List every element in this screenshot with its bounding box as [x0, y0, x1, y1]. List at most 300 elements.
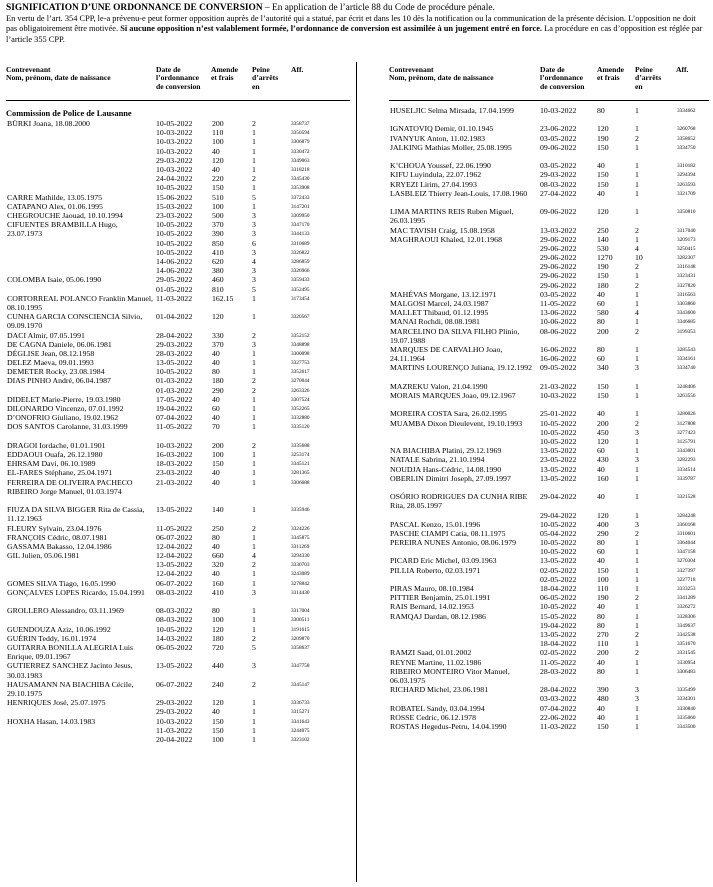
sanction-days: 1 [252, 413, 256, 423]
notice-title-suffix: – En application de l’article 88 du Code de procédure pénale. [262, 3, 495, 13]
sanction-row [6, 211, 350, 220]
sanction-amount: 330 [212, 330, 224, 340]
sanction-amount: 100 [212, 201, 224, 211]
offender-entry [6, 358, 350, 367]
offender-entry [6, 312, 350, 330]
sanction-days: 2 [635, 133, 639, 143]
sanction-days: 1 [635, 565, 639, 575]
sanction-row [389, 419, 709, 428]
offender-name: RICHARD Michel, 23.06.1981 [390, 685, 489, 695]
sanction-date: 03-05-2022 [540, 133, 577, 143]
sanction-row [389, 253, 709, 262]
sanction-row [6, 358, 350, 367]
sanction-row [6, 202, 350, 211]
sanction-case: 3330954 [677, 659, 696, 666]
sanction-days: 3 [252, 266, 256, 276]
sanction-days: 1 [635, 620, 639, 630]
sanction-amount: 250 [597, 225, 609, 235]
sanction-case: 3352617 [291, 369, 310, 376]
sanction-amount: 150 [212, 183, 224, 193]
sanction-days: 1 [252, 128, 256, 138]
offender-name: DE CAGNA Daniele, 06.06.1981 [7, 339, 112, 349]
offender-entry [6, 367, 350, 376]
sanction-row [389, 492, 709, 501]
sanction-days: 3 [635, 694, 639, 704]
sanction-amount: 60 [212, 404, 220, 414]
sanction-days: 1 [252, 725, 256, 735]
sanction-case: 3333253 [677, 586, 696, 593]
sanction-amount: 100 [212, 734, 224, 744]
sanction-row [6, 579, 350, 588]
sanction-days: 2 [252, 440, 256, 450]
sanction-days: 1 [252, 137, 256, 147]
sanction-case: 3334161 [677, 356, 696, 363]
offender-entry [389, 161, 709, 170]
sanction-date: 16-03-2022 [156, 449, 193, 459]
sanction-days: 1 [252, 698, 256, 708]
sanction-amount: 410 [212, 587, 224, 597]
sanction-amount: 1270 [597, 253, 613, 263]
sanction-date: 11-03-2022 [156, 293, 193, 303]
sanction-days: 2 [252, 523, 256, 533]
sanction-days: 2 [252, 174, 256, 184]
offender-entry [389, 235, 709, 290]
sanction-row [6, 459, 350, 468]
sanction-days: 1 [635, 179, 639, 189]
sanction-row [6, 137, 350, 146]
sanction-case: 3347158 [677, 549, 696, 556]
sanction-case: 3147201 [291, 203, 310, 210]
sanction-amount: 120 [212, 698, 224, 708]
offender-entry [6, 606, 350, 624]
sanction-date: 01-03-2022 [156, 385, 193, 395]
sanction-amount: 850 [212, 238, 224, 248]
sanction-row [389, 465, 709, 474]
sanction-case: 3347170 [291, 222, 310, 229]
left-column [6, 62, 350, 885]
offender-name: MUAMBA Dixon Dieulevent, 19.10.1993 [390, 418, 523, 428]
sanction-date: 10-05-2022 [540, 519, 577, 529]
sanction-amount: 220 [212, 174, 224, 184]
sanction-amount: 240 [212, 679, 224, 689]
sanction-days: 5 [252, 284, 256, 294]
sanction-days: 3 [635, 685, 639, 695]
offender-name: PITTIER Benjamin, 25.01.1991 [390, 593, 491, 603]
sanction-case: 3294394 [677, 172, 696, 179]
sanction-amount: 40 [597, 464, 605, 474]
offender-entry [389, 474, 709, 492]
sanction-days: 2 [635, 225, 639, 235]
sanction-amount: 250 [212, 523, 224, 533]
offender-name: NATALE Sabrina, 21.10.1994 [390, 455, 485, 465]
sanction-days: 1 [252, 541, 256, 551]
sanction-date: 10-05-2022 [540, 602, 577, 612]
sanction-case: 3263556 [677, 392, 696, 399]
sanction-date: 10-05-2022 [156, 183, 193, 193]
offender-name: MARQUES DE CARVALHO Joao, 24.11.1964 [390, 345, 503, 364]
sanction-date: 14-03-2022 [156, 633, 193, 643]
sanction-amount: 450 [597, 427, 609, 437]
offender-name: CIFUENTES BRAMBILLA Hugo, 23.07.1973 [7, 220, 118, 239]
offender-entry [389, 143, 709, 161]
sanction-case: 3127808 [677, 420, 696, 427]
sanction-amount: 340 [597, 363, 609, 373]
offender-entry [6, 349, 350, 358]
sanction-date: 02-05-2022 [540, 565, 577, 575]
sanction-amount: 40 [597, 657, 605, 667]
sanction-days: 2 [252, 633, 256, 643]
sanction-date: 13-05-2022 [540, 473, 577, 483]
sanction-row [389, 281, 709, 290]
sanction-case: 3285543 [677, 347, 696, 354]
offender-name: EHRSAM Davi, 06.10.1989 [7, 459, 96, 469]
sanction-days: 1 [635, 409, 639, 419]
sanction-date: 28-04-2022 [540, 685, 577, 695]
sanction-amount: 60 [597, 299, 605, 309]
sanction-row [6, 478, 350, 487]
sanction-case: 3352495 [291, 286, 310, 293]
sanction-row [6, 257, 350, 266]
offender-name: GUITARRA BONILLA ALEGRIA Luis Enrique, 09.01.1967 [7, 643, 134, 662]
sanction-date: 07-04-2022 [540, 703, 577, 713]
sanction-case: 3350594 [291, 130, 310, 137]
sanction-amount: 180 [597, 280, 609, 290]
sanction-row [389, 722, 709, 731]
sanction-case: 3227718 [677, 576, 696, 583]
offender-name: DACI Almir, 07.05.1991 [7, 330, 85, 340]
sanction-days: 2 [252, 560, 256, 570]
sanction-case: 3243089 [291, 571, 310, 578]
sanction-days: 5 [252, 192, 256, 202]
sanction-days: 1 [635, 574, 639, 584]
sanction-case: 3314430 [291, 589, 310, 596]
sanction-date: 13-06-2022 [540, 308, 577, 318]
sanction-amount: 100 [597, 574, 609, 584]
sanction-date: 06-07-2022 [156, 679, 193, 689]
sanction-amount: 200 [212, 119, 224, 128]
offender-entry [6, 441, 350, 450]
sanction-days: 2 [252, 385, 256, 395]
sanction-case: 3310689 [291, 240, 310, 247]
sanction-amount: 40 [597, 492, 605, 502]
sanction-date: 11-03-2022 [540, 721, 577, 731]
sanction-date: 15-03-2022 [156, 201, 193, 211]
sanction-amount: 80 [212, 367, 220, 377]
sanction-date: 13-05-2022 [540, 556, 577, 566]
offender-name: MAGHRAOUI Khaled, 12.01.1968 [390, 234, 502, 244]
sanction-row [6, 239, 350, 248]
sanction-row [6, 119, 350, 128]
sanction-row [389, 226, 709, 235]
sanction-row [389, 409, 709, 418]
offender-name: MOREIRA COSTA Sara, 26.02.1995 [390, 409, 507, 419]
sanction-date: 10-03-2022 [156, 440, 193, 450]
sanction-date: 10-06-2022 [540, 317, 577, 327]
sanction-days: 1 [635, 639, 639, 649]
table-header [389, 62, 709, 100]
offender-entry [389, 180, 709, 189]
sanction-case: 3323102 [291, 736, 310, 743]
sanction-amount: 380 [212, 266, 224, 276]
sanction-amount: 40 [597, 409, 605, 419]
sanction-days: 1 [252, 505, 256, 515]
sanction-row [389, 244, 709, 253]
offender-entry [389, 538, 709, 556]
sanction-row [389, 575, 709, 584]
offender-entry [6, 551, 350, 579]
sanction-row [6, 174, 350, 183]
offender-entry [389, 308, 709, 317]
sanction-case: 3270044 [291, 378, 310, 385]
offender-name: JALKING Mathias Moller, 25.08.1995 [390, 142, 512, 152]
offender-name: NOUDJA Hans-Cédric, 14.08.1990 [390, 464, 502, 474]
sanction-date: 10-05-2022 [156, 624, 193, 634]
sanction-days: 1 [252, 615, 256, 625]
sanction-amount: 150 [597, 381, 609, 391]
sanction-amount: 40 [212, 707, 220, 717]
sanction-days: 1 [635, 611, 639, 621]
sanction-row [6, 331, 350, 340]
sanction-date: 12-04-2022 [156, 541, 193, 551]
sanction-date: 03-05-2022 [540, 161, 577, 171]
column-header-date: Date de l’ordonnance de conversion [540, 65, 585, 91]
sanction-row [389, 547, 709, 556]
offender-name: OBERLIN Dimitri Joseph, 27.09.1997 [390, 473, 511, 483]
sanction-row [389, 658, 709, 667]
sanction-date: 05-04-2022 [540, 528, 577, 538]
offender-entry [6, 680, 350, 698]
offender-name: MARCELINO DA SILVA FILHO Plinio, 19.07.1988 [390, 326, 520, 345]
sanction-row [389, 556, 709, 565]
sanction-row [6, 661, 350, 670]
sanction-row [389, 538, 709, 547]
column-header-aff: Aff. [676, 65, 689, 74]
sanction-date: 21-03-2022 [156, 477, 193, 487]
sanction-amount: 150 [212, 725, 224, 735]
sanction-days: 2 [252, 679, 256, 689]
sanction-amount: 290 [212, 385, 224, 395]
sanction-date: 10-05-2022 [540, 547, 577, 557]
sanction-days: 1 [252, 578, 256, 588]
offender-entry [389, 584, 709, 593]
sanction-days: 1 [252, 183, 256, 193]
sanction-date: 23-05-2022 [540, 455, 577, 465]
sanction-date: 28-03-2022 [156, 348, 193, 358]
sanction-days: 1 [252, 201, 256, 211]
offender-entry [389, 722, 709, 731]
sanction-days: 1 [252, 358, 256, 368]
offender-name: RAIS Bernard, 14.02.1953 [390, 602, 474, 612]
sanction-days: 1 [635, 602, 639, 612]
offender-entry [389, 529, 709, 538]
sanction-amount: 40 [212, 146, 220, 156]
sanction-amount: 110 [597, 639, 609, 649]
offender-entry [389, 685, 709, 703]
sanction-case: 3335060 [677, 714, 696, 721]
offender-name: HENRIQUES José, 25.07.1975 [7, 698, 106, 708]
sanction-case: 3364044 [677, 540, 696, 547]
sanction-days: 2 [635, 262, 639, 272]
sanction-days: 1 [252, 155, 256, 165]
sanction-date: 10-03-2022 [540, 106, 577, 115]
sanction-days: 1 [635, 188, 639, 198]
sanction-row [389, 170, 709, 179]
sanction-date: 10-05-2022 [156, 247, 193, 257]
sanction-date: 13-05-2022 [540, 630, 577, 639]
sanction-days: 1 [252, 734, 256, 744]
sanction-case: 3263593 [677, 181, 696, 188]
sanction-case: 3345430 [291, 176, 310, 183]
offender-name: PASCHE CIAMPI Catia, 08.11.1975 [390, 528, 506, 538]
sanction-amount: 40 [597, 602, 605, 612]
sanction-case: 3316563 [677, 291, 696, 298]
sanction-days: 4 [252, 551, 256, 561]
sanction-date: 14-06-2022 [156, 266, 193, 276]
sanction-date: 11-05-2022 [156, 523, 193, 533]
sanction-date: 24-04-2022 [156, 174, 193, 184]
sanction-amount: 80 [597, 345, 605, 355]
sanction-date: 09-06-2022 [540, 142, 577, 152]
offender-entry [389, 382, 709, 391]
sanction-amount: 510 [212, 192, 224, 202]
sanction-days: 2 [252, 376, 256, 386]
sanction-row [6, 147, 350, 156]
sanction-row [6, 275, 350, 284]
sanction-amount: 80 [212, 606, 220, 616]
sanction-row [6, 349, 350, 358]
sanction-days: 1 [635, 547, 639, 557]
sanction-amount: 500 [212, 210, 224, 220]
sanction-date: 10-05-2022 [540, 436, 577, 446]
sanction-row [389, 612, 709, 621]
sanction-amount: 120 [212, 155, 224, 165]
sanction-case: 3343500 [677, 723, 696, 730]
offender-name: CARRE Mathilde, 13.05.1975 [7, 192, 103, 202]
sanction-days: 3 [635, 455, 639, 465]
sanction-amount: 120 [597, 436, 609, 446]
sanction-days: 4 [635, 308, 639, 318]
sanction-days: 3 [252, 229, 256, 239]
offender-entry [6, 220, 350, 275]
sanction-row [6, 606, 350, 615]
sanction-date: 13-03-2022 [540, 225, 577, 235]
offender-name: CHEGROUCHE Jaouad, 10.10.1994 [7, 210, 123, 220]
offender-entry [389, 667, 709, 685]
offender-entry [389, 317, 709, 326]
sanction-days: 1 [252, 293, 256, 303]
sanction-row [6, 376, 350, 385]
sanction-case: 3282307 [677, 255, 696, 262]
sanction-case: 3209173 [677, 236, 696, 243]
sanction-date: 10-03-2022 [540, 390, 577, 400]
offender-entry [6, 340, 350, 349]
sanction-amount: 320 [212, 560, 224, 570]
sanction-case: 3336733 [291, 700, 310, 707]
sanction-days: 5 [252, 643, 256, 653]
sanction-amount: 40 [212, 413, 220, 423]
offender-name: ROBATEL Sandy, 03.04.1994 [390, 703, 485, 713]
sanction-date: 16-06-2022 [540, 345, 577, 355]
offender-name: HAUSAMANN NA BIACHIBA Cécile, 29.10.1975 [7, 679, 134, 699]
sanction-days: 1 [635, 721, 639, 731]
sanction-case: 3330703 [291, 562, 310, 569]
sanction-days: 1 [635, 436, 639, 446]
sanction-row [389, 124, 709, 133]
offender-entry [6, 413, 350, 422]
sanction-row [389, 501, 709, 510]
sanction-amount: 120 [212, 624, 224, 634]
sanction-date: 29-05-2022 [156, 275, 193, 285]
sanction-date: 21-03-2022 [540, 381, 577, 391]
offender-entry [6, 478, 350, 506]
offender-name: LASBLEIZ Thierry Jean-Louis, 17.08.1960 [390, 188, 528, 198]
sanction-date: 09-06-2022 [540, 207, 577, 217]
sanction-date: 29-06-2022 [540, 253, 577, 263]
column-divider [356, 62, 357, 882]
sanction-row [389, 602, 709, 611]
table-header [6, 62, 350, 100]
notice-text: En vertu de l’art. 354 CPP, le-a prévenu-e peut former opposition auprès de l’autorité qui a statué, par écrit et dans les 10 dès la notification ou la communication de la présente décision. L’opposition ne doit pas obligatoirement être motivée. [6, 13, 696, 34]
sanction-row [389, 566, 709, 575]
sanction-amount: 410 [212, 247, 224, 257]
sanction-amount: 80 [597, 538, 605, 548]
sanction-date: 08-03-2022 [156, 615, 193, 625]
sanction-amount: 620 [212, 256, 224, 266]
sanction-date: 10-03-2022 [156, 165, 193, 174]
sanction-date: 29-06-2022 [540, 234, 577, 244]
sanction-row [6, 128, 350, 137]
sanction-amount: 190 [597, 593, 609, 603]
offender-entry [6, 275, 350, 293]
sanction-case: 3294330 [291, 553, 310, 560]
sanction-case: 3349637 [677, 622, 696, 629]
sanction-row [389, 317, 709, 326]
sanction-date: 29-04-2022 [540, 510, 577, 520]
sanction-case: 3342538 [677, 632, 696, 638]
sanction-case: 3281365 [291, 470, 310, 477]
sanction-days: 3 [635, 363, 639, 373]
offender-entry [6, 459, 350, 468]
sanction-days: 4 [635, 243, 639, 253]
sanction-amount: 80 [597, 317, 605, 327]
sanction-row [389, 713, 709, 722]
sanction-case: 3372433 [291, 194, 310, 201]
offender-entry [6, 119, 350, 193]
column-header-peine: Peine d’arrêts en [252, 65, 279, 91]
sanction-date: 14-06-2022 [156, 256, 193, 266]
sanction-amount: 580 [597, 308, 609, 318]
sanction-row [389, 299, 709, 308]
sanction-row [6, 707, 350, 716]
sanction-case: 3334740 [677, 365, 696, 372]
offender-entry [6, 422, 350, 440]
sanction-row [389, 207, 709, 216]
sanction-amount: 460 [212, 275, 224, 285]
offender-entry [389, 465, 709, 474]
sanction-case: 3330472 [291, 148, 310, 155]
offender-name: COLOMBA Isaie, 05.06.1990 [7, 275, 102, 285]
offender-entry [6, 294, 350, 312]
sanction-date: 28-03-2022 [540, 666, 577, 676]
sanction-days: 1 [252, 477, 256, 487]
sanction-case: 3334301 [677, 696, 696, 703]
sanction-row [6, 698, 350, 707]
sanction-amount: 80 [212, 532, 220, 542]
sanction-days: 2 [635, 528, 639, 538]
sanction-days: 1 [635, 345, 639, 355]
sanction-date: 19-04-2022 [156, 404, 193, 414]
sanction-date: 11-05-2022 [540, 657, 577, 667]
